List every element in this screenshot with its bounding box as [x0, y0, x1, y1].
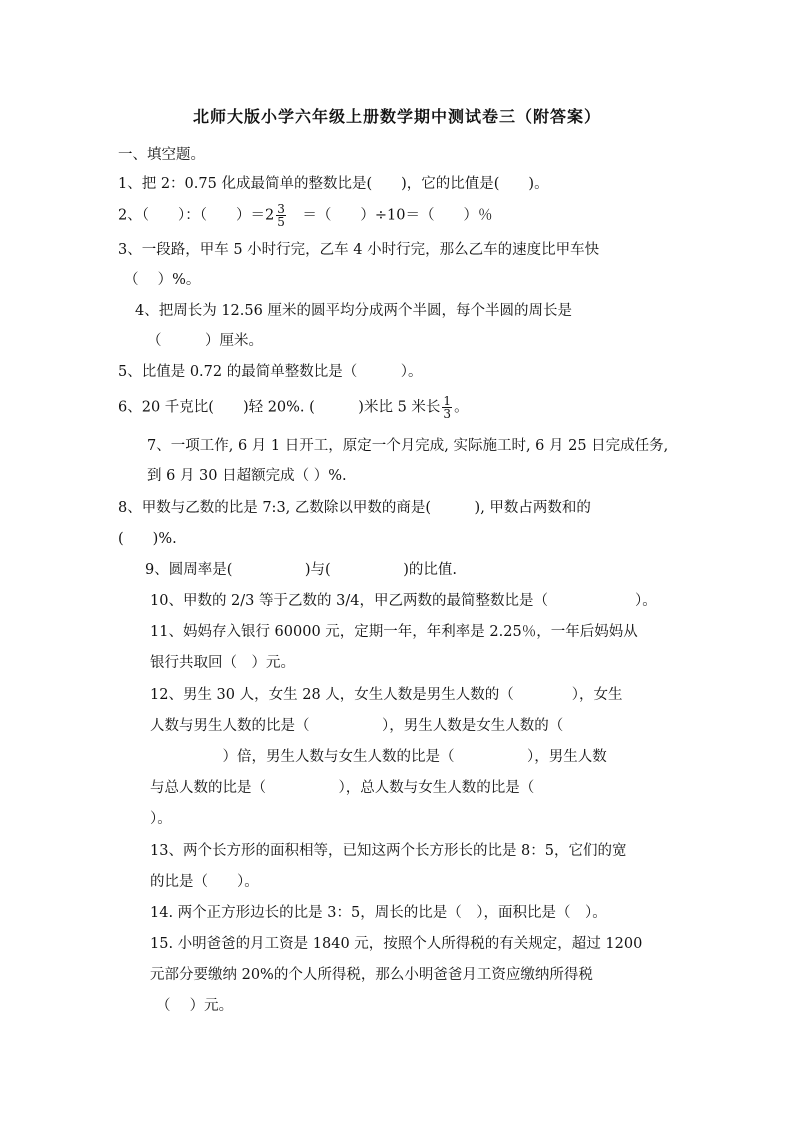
question-12-line-4: 与总人数的比是（ ），总人数与女生人数的比是（: [150, 780, 535, 796]
question-6-text-before: 6、20 千克比( )轻 20%. ( )米比 5 米长: [118, 399, 441, 416]
question-5: 5、比值是 0.72 的最简单整数比是（ ）。: [118, 364, 423, 380]
question-2-text-before: 2、（ ）：（ ）＝2: [118, 207, 275, 224]
question-15-line-1: 15. 小明爸爸的月工资是 1840 元，按照个人所得税的有关规定，超过 1200: [150, 936, 643, 952]
question-2: [118, 203, 492, 228]
question-15-line-2: 元部分要缴纳 20%的个人所得税，那么小明爸爸月工资应缴纳所得税: [150, 967, 593, 983]
question-11-line-1: 11、妈妈存入银行 60000 元，定期一年，年利率是 2.25％，一年后妈妈从: [150, 624, 638, 640]
question-6-text-after: 。: [454, 399, 469, 416]
section-heading: 一、填空题。: [118, 147, 205, 163]
question-3-line-1: 3、一段路，甲车 5 小时行完，乙车 4 小时行完，那么乙车的速度比甲车快: [118, 242, 600, 258]
question-12-line-1: 12、男生 30 人，女生 28 人，女生人数是男生人数的（ ），女生: [150, 687, 623, 703]
question-9: 9、圆周率是( )与( )的比值.: [145, 562, 457, 578]
fraction-denominator: 5: [277, 215, 285, 229]
question-12-line-3: ）倍，男生人数与女生人数的比是（ ），男生人数: [150, 749, 607, 765]
question-11-line-2: 银行共取回（ ）元。: [150, 655, 295, 671]
question-8-line-2: ( )%.: [118, 531, 177, 547]
question-10: 10、甲数的 2/3 等于乙数的 3/4，甲乙两数的最简整数比是（ ）。: [150, 593, 657, 609]
question-12-line-2: 人数与男生人数的比是（ ），男生人数是女生人数的（: [150, 718, 564, 734]
fraction-one-third: [442, 395, 452, 420]
question-13-line-1: 13、两个长方形的面积相等，已知这两个长方形长的比是 8：5，它们的宽: [150, 843, 627, 859]
question-7-line-1: 7、一项工作, 6 月 1 日开工，原定一个月完成, 实际施工时, 6 月 25 日完成任务,: [147, 438, 669, 454]
question-1: 1、把 2：0.75 化成最简单的整数比是( )，它的比值是( )。: [118, 176, 549, 192]
question-8-line-1: 8、甲数与乙数的比是 7:3, 乙数除以甲数的商是( ), 甲数占两数和的: [118, 500, 591, 516]
question-3-line-2: （ ）%。: [124, 272, 201, 288]
question-6: [118, 395, 469, 420]
fraction-numerator: 3: [277, 202, 285, 216]
question-14: 14. 两个正方形边长的比是 3：5，周长的比是（ ），面积比是（ ）。: [150, 905, 607, 921]
question-7-line-2: 到 6 月 30 日超额完成（ ）%.: [147, 468, 347, 484]
fraction-three-fifths: [276, 203, 286, 228]
question-4-line-1: 4、把周长为 12.56 厘米的圆平均分成两个半圆，每个半圆的周长是: [135, 303, 572, 319]
question-13-line-2: 的比是（ ）。: [150, 874, 259, 890]
fraction-numerator: 1: [443, 394, 452, 408]
question-2-text-after: ＝（ ）÷10＝（ ）％: [287, 207, 493, 224]
question-12-line-5: ）。: [150, 811, 172, 827]
question-4-line-2: （ ）厘米。: [147, 333, 263, 349]
fraction-denominator: 3: [443, 407, 452, 421]
question-15-line-3: （ ）元。: [156, 998, 234, 1014]
page-title: 北师大版小学六年级上册数学期中测试卷三（附答案）: [192, 107, 601, 126]
